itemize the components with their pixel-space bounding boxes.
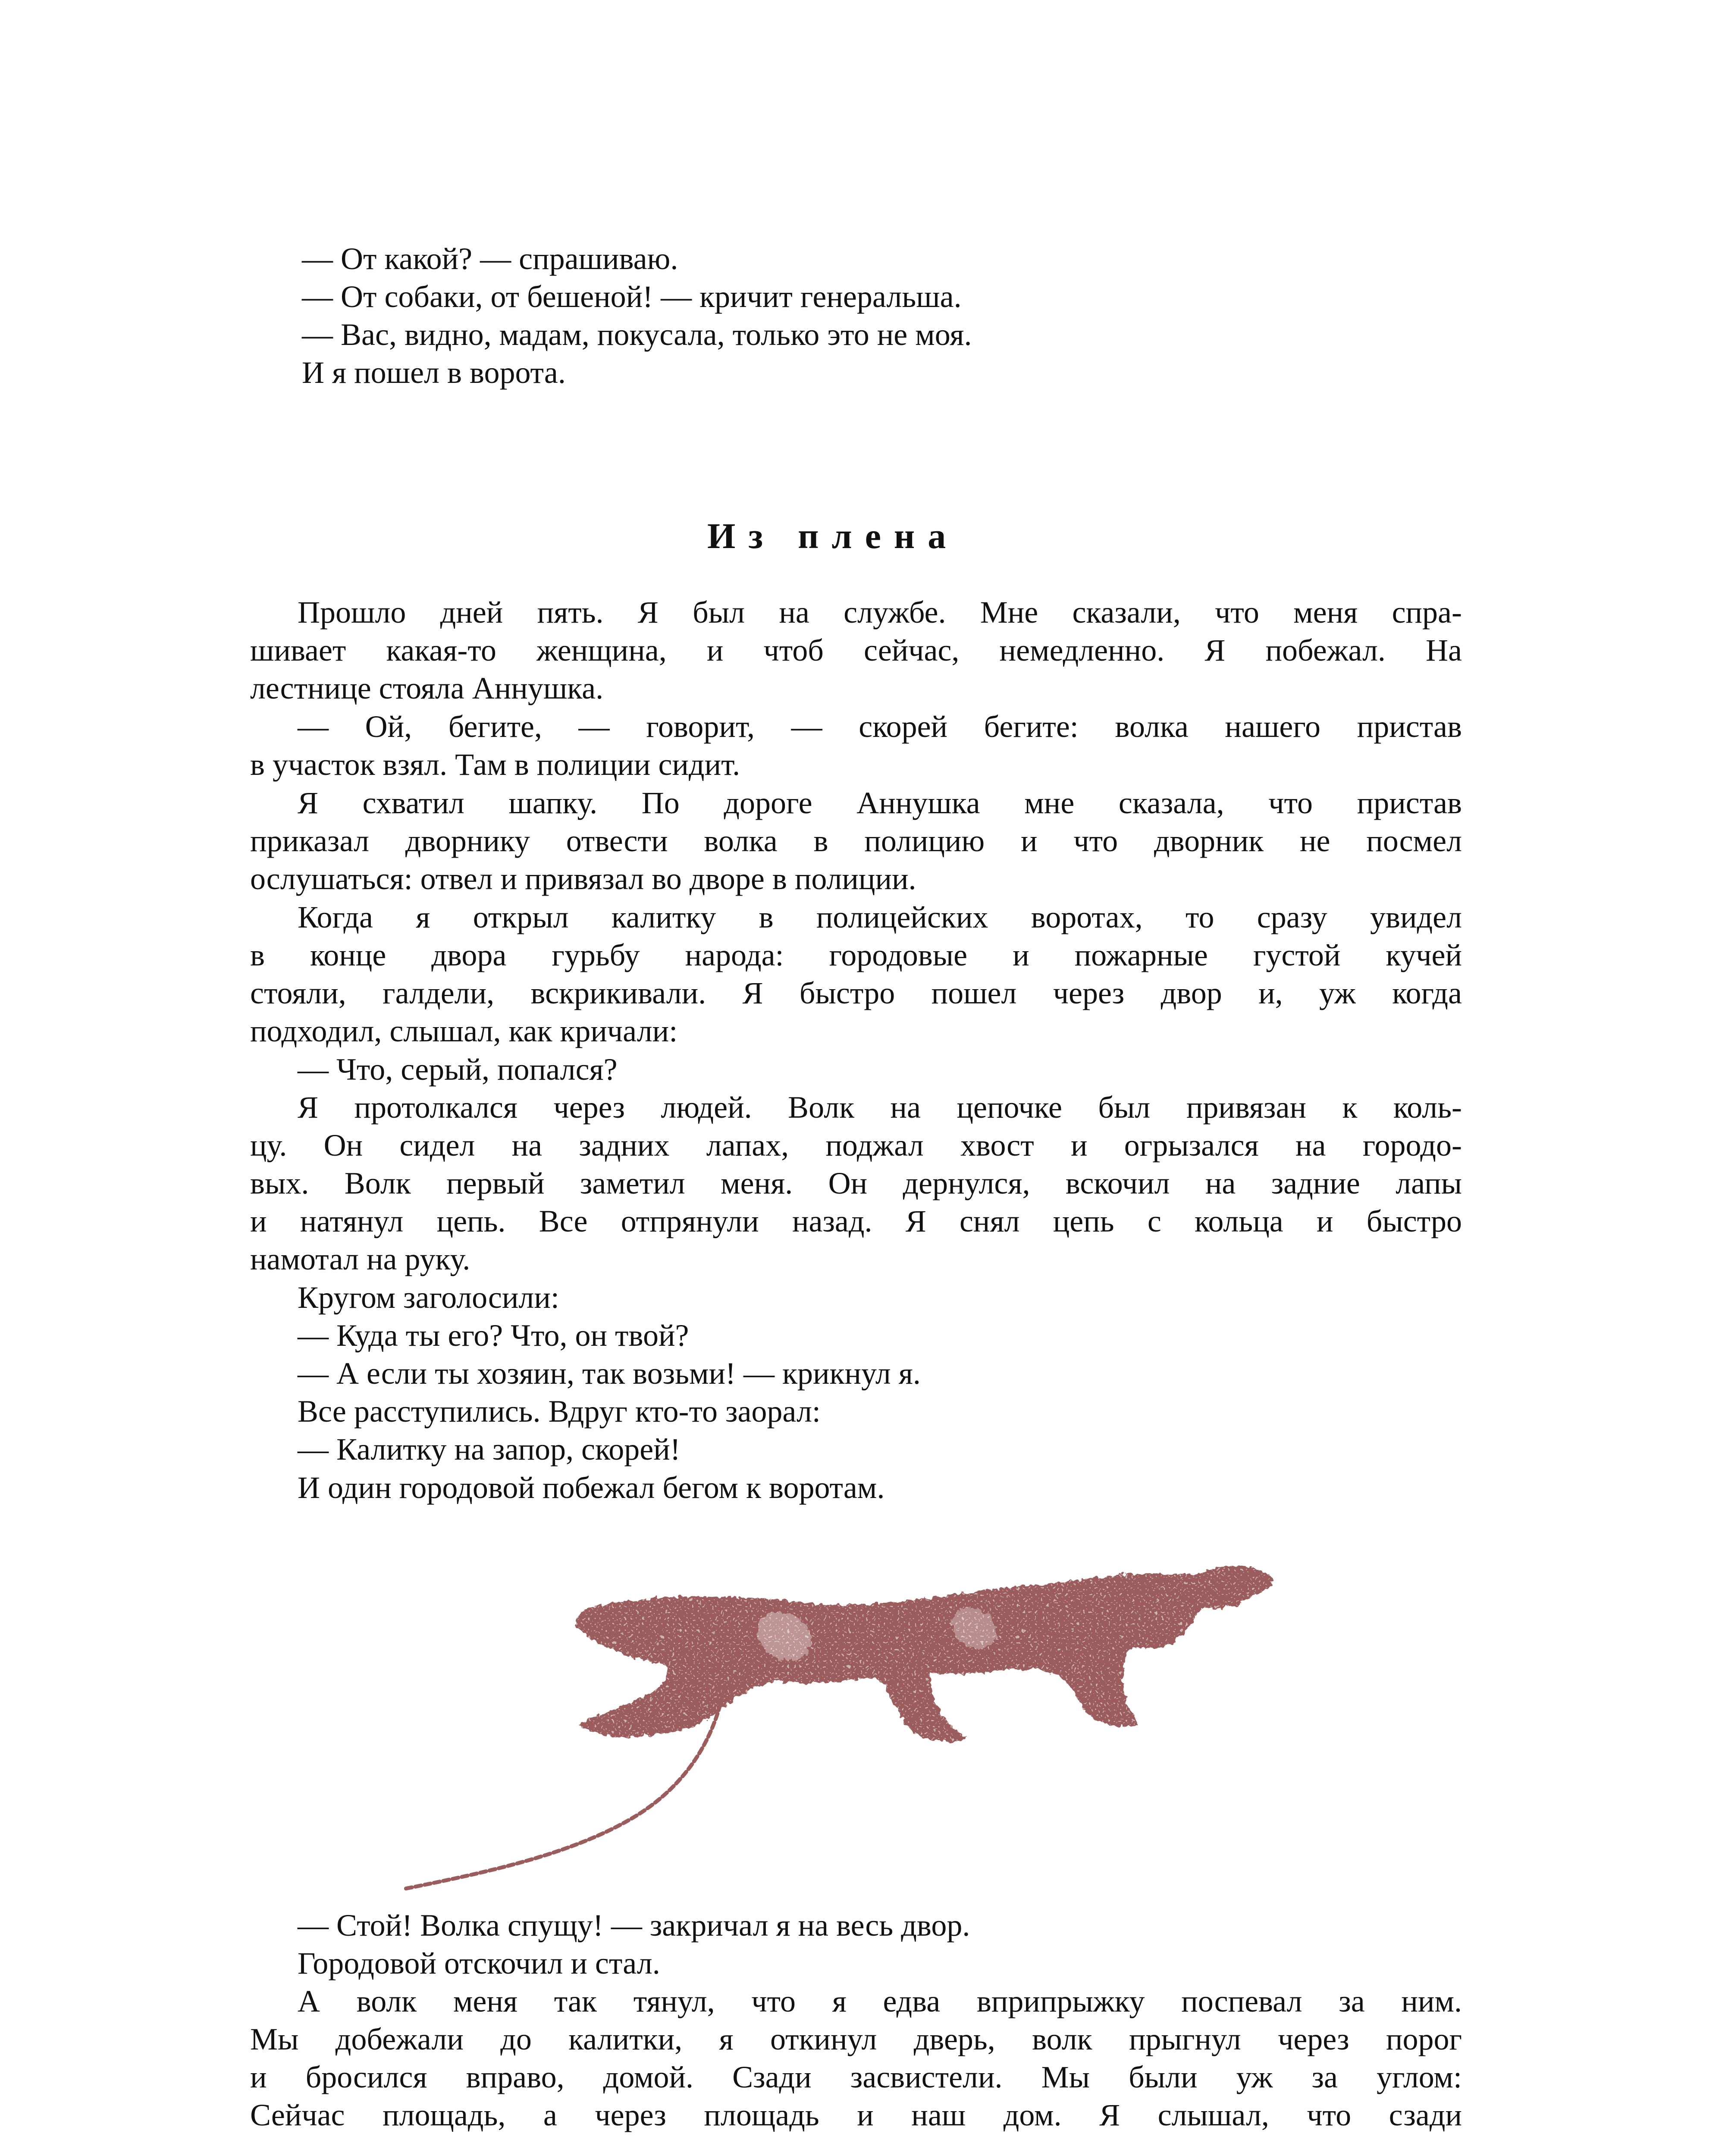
dialogue-line: — От какой? — спрашиваю. — [302, 241, 678, 276]
text-line: А волк меня так тянул, что я едва вприпрыжку поспевал за ним. — [298, 1984, 1462, 2018]
text-line: лестнице стояла Аннушка. — [250, 671, 604, 705]
text-line: Городовой отскочил и стал. — [298, 1946, 660, 1981]
text-line: в конце двора гурьбу народа: городовые и пожарные густой кучей — [250, 938, 1462, 972]
dialogue-line: — Вас, видно, мадам, покусала, только это не моя. — [302, 317, 972, 352]
text-line: намотал на руку. — [250, 1242, 470, 1276]
wolf-figure — [576, 1566, 1272, 1742]
text-line: — Калитку на запор, скорей! — [298, 1432, 681, 1467]
text-line: — Куда ты его? Что, он твой? — [298, 1318, 689, 1353]
dialogue-line: И я пошел в ворота. — [302, 355, 566, 390]
text-line: и натянул цепь. Все отпрянули назад. Я снял цепь с кольца и быстро — [250, 1204, 1462, 1238]
text-line: вых. Волк первый заметил меня. Он дернулся, вскочил на задние лапы — [250, 1166, 1462, 1200]
wolf-illustration — [388, 1544, 1294, 1910]
dialogue-line: — От собаки, от бешеной! — кричит генеральша. — [302, 279, 962, 314]
text-line: и бросился вправо, домой. Сзади засвистели. Мы были уж за углом: — [250, 2060, 1462, 2094]
text-line: — А если ты хозяин, так возьми! — крикнул я. — [298, 1356, 921, 1391]
text-line: — Ой, бегите, — говорит, — скорей бегите: волка нашего пристав — [298, 709, 1462, 744]
text-line: Кругом заголосили: — [298, 1280, 559, 1315]
text-line: — Что, серый, попался? — [298, 1052, 618, 1087]
text-line: шивает какая-то женщина, и чтоб сейчас, немедленно. Я побежал. На — [250, 633, 1462, 667]
text-line: подходил, слышал, как кричали: — [250, 1014, 678, 1048]
text-line: Сейчас площадь, а через площадь и наш дом. Я слышал, что сзади — [250, 2098, 1462, 2132]
text-line: Мы добежали до калитки, я откинул дверь, волк прыгнул через порог — [250, 2022, 1462, 2056]
text-line: И один городовой побежал бегом к воротам. — [298, 1470, 885, 1505]
text-line: — Стой! Волка спущу! — закричал я на весь двор. — [298, 1908, 970, 1943]
text-line: Все расступились. Вдруг кто-то заорал: — [298, 1394, 821, 1429]
text-line: стояли, галдели, вскрикивали. Я быстро пошел через двор и, уж когда — [250, 976, 1462, 1010]
text-line: Прошло дней пять. Я был на службе. Мне сказали, что меня спра- — [298, 595, 1462, 630]
text-line: цу. Он сидел на задних лапах, поджал хвост и огрызался на городо- — [250, 1128, 1462, 1163]
text-line: Я протолкался через людей. Волк на цепочке был привязан к коль- — [298, 1090, 1462, 1125]
text-line: приказал дворнику отвести волка в полицию и что дворник не посмел — [250, 824, 1462, 858]
text-line: Когда я открыл калитку в полицейских воротах, то сразу увидел — [298, 900, 1462, 934]
text-line: ослушаться: отвел и привязал во дворе в полиции. — [250, 862, 916, 896]
text-line: Я схватил шапку. По дороге Аннушка мне сказала, что пристав — [298, 786, 1462, 820]
text-line: в участок взял. Там в полиции сидит. — [250, 747, 740, 782]
chapter-title: Из плена — [707, 516, 959, 556]
